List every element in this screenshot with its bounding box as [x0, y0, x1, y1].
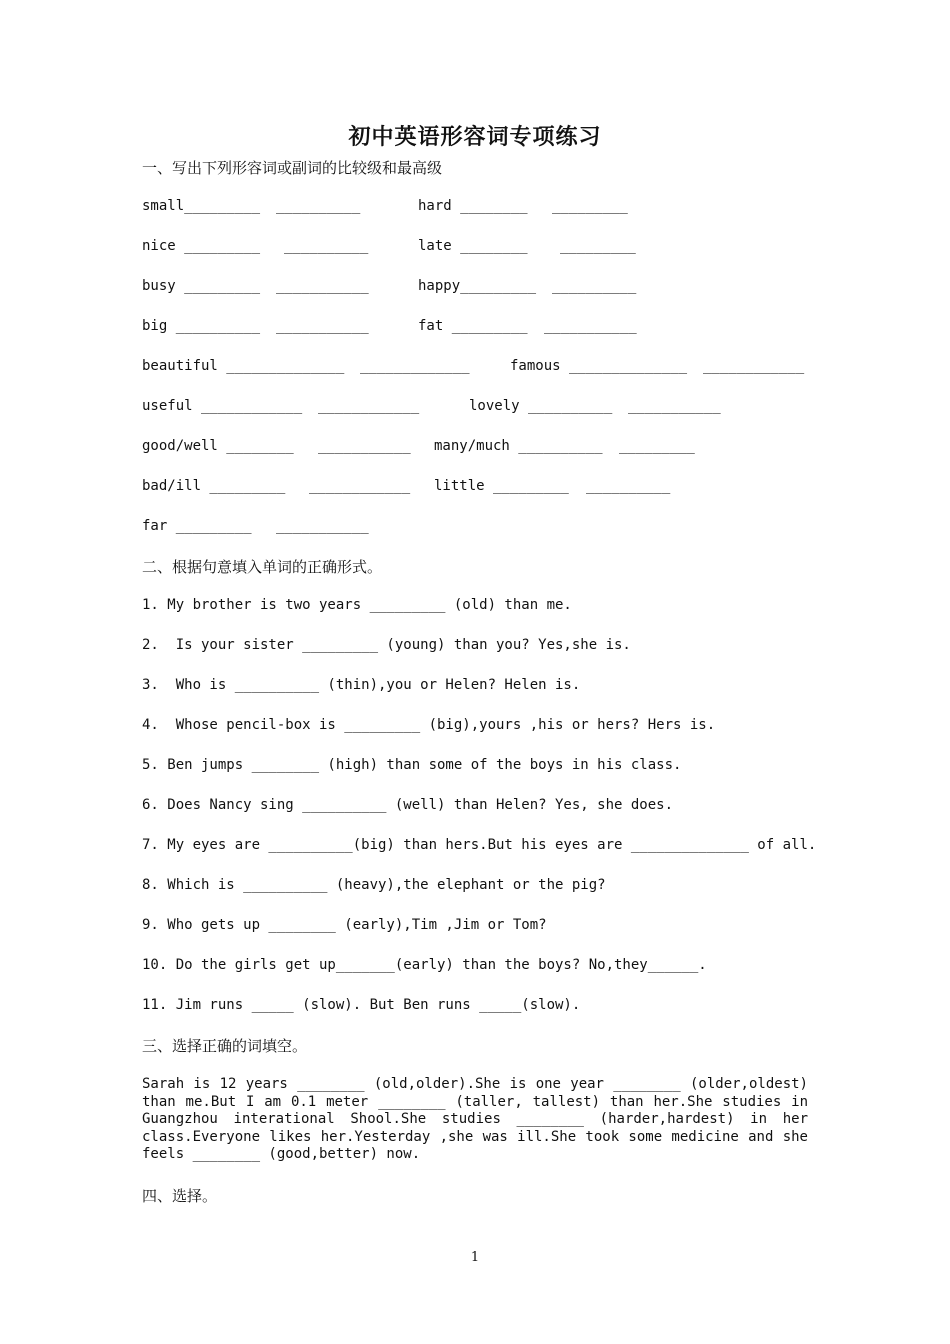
- word-item-left: far _________: [142, 518, 252, 534]
- word-item-left: good/well ________: [142, 438, 294, 454]
- word-item-right: famous ______________: [510, 358, 688, 374]
- word-blank-right: _________: [619, 438, 695, 454]
- word-row: [142, 238, 822, 258]
- word-blank-right: ____________: [703, 358, 805, 374]
- word-item-right: happy_________: [418, 278, 537, 294]
- word-item-right: little _________: [434, 478, 569, 494]
- word-blank-left: ___________: [276, 278, 369, 294]
- word-item-left: bad/ill _________: [142, 478, 286, 494]
- section1-heading: 一、写出下列形容词或副词的比较级和最高级: [142, 159, 443, 177]
- word-row: [142, 478, 822, 498]
- word-row: [142, 318, 822, 338]
- word-blank-left: ___________: [276, 318, 369, 334]
- page-number: 1: [470, 1250, 480, 1265]
- word-blank-right: __________: [552, 278, 637, 294]
- word-blank-right: ___________: [628, 398, 721, 414]
- exercise-sentence: 6. Does Nancy sing __________ (well) than Helen? Yes, she does.: [142, 797, 674, 813]
- cloze-paragraph: Sarah is 12 years ________ (old,older).She is one year ________ (older,oldest) than me.But I am 0.1 meter ________ (taller, tallest) than her.She studies in Guangzhou interational Shool.She studies ________ (harder,hardest) in her class.Everyone likes her.Yesterday ,she was ill.She took some medicine and she feels ________ (good,better) now.: [142, 1076, 808, 1162]
- word-item-right: fat _________: [418, 318, 528, 334]
- word-item-left: busy _________: [142, 278, 261, 294]
- word-row: [142, 518, 822, 538]
- exercise-sentence: 5. Ben jumps ________ (high) than some of the boys in his class.: [142, 757, 682, 773]
- word-item-left: big __________: [142, 318, 261, 334]
- word-item-left: nice _________: [142, 238, 261, 254]
- word-item-right: many/much __________: [434, 438, 603, 454]
- word-blank-left: ___________: [276, 518, 369, 534]
- word-blank-left: __________: [284, 238, 369, 254]
- exercise-sentence: 1. My brother is two years _________ (old) than me.: [142, 597, 572, 613]
- page-title: 初中英语形容词专项练习: [348, 124, 602, 150]
- exercise-sentence: 7. My eyes are __________(big) than hers.But his eyes are ______________ of all.: [142, 837, 817, 853]
- word-item-right: late ________: [418, 238, 528, 254]
- word-item-right: hard ________: [418, 198, 528, 214]
- section4-heading: 四、选择。: [142, 1187, 218, 1205]
- word-blank-left: _____________: [360, 358, 470, 374]
- word-blank-left: ___________: [318, 438, 411, 454]
- word-item-left: small_________: [142, 198, 261, 214]
- exercise-sentence: 8. Which is __________ (heavy),the elephant or the pig?: [142, 877, 606, 893]
- word-blank-left: ____________: [318, 398, 420, 414]
- exercise-sentence: 4. Whose pencil-box is _________ (big),yours ,his or hers? Hers is.: [142, 717, 716, 733]
- word-blank-left: __________: [276, 198, 361, 214]
- word-row: [142, 358, 822, 378]
- word-blank-right: _________: [552, 198, 628, 214]
- word-blank-right: __________: [586, 478, 671, 494]
- word-item-left: useful ____________: [142, 398, 303, 414]
- word-row: [142, 278, 822, 298]
- exercise-sentence: 10. Do the girls get up_______(early) than the boys? No,they______.: [142, 957, 707, 973]
- word-item-left: beautiful ______________: [142, 358, 345, 374]
- word-row: [142, 398, 822, 418]
- word-blank-right: ___________: [544, 318, 637, 334]
- word-row: [142, 438, 822, 458]
- word-item-right: lovely __________: [469, 398, 613, 414]
- word-row: [142, 198, 822, 218]
- exercise-sentence: 3. Who is __________ (thin),you or Helen? Helen is.: [142, 677, 581, 693]
- section2-heading: 二、根据句意填入单词的正确形式。: [142, 558, 383, 576]
- exercise-sentence: 2. Is your sister _________ (young) than you? Yes,she is.: [142, 637, 631, 653]
- word-blank-right: _________: [560, 238, 636, 254]
- word-blank-left: ____________: [309, 478, 411, 494]
- exercise-sentence: 11. Jim runs _____ (slow). But Ben runs _____(slow).: [142, 997, 581, 1013]
- section3-heading: 三、选择正确的词填空。: [142, 1037, 308, 1055]
- exercise-sentence: 9. Who gets up ________ (early),Tim ,Jim or Tom?: [142, 917, 547, 933]
